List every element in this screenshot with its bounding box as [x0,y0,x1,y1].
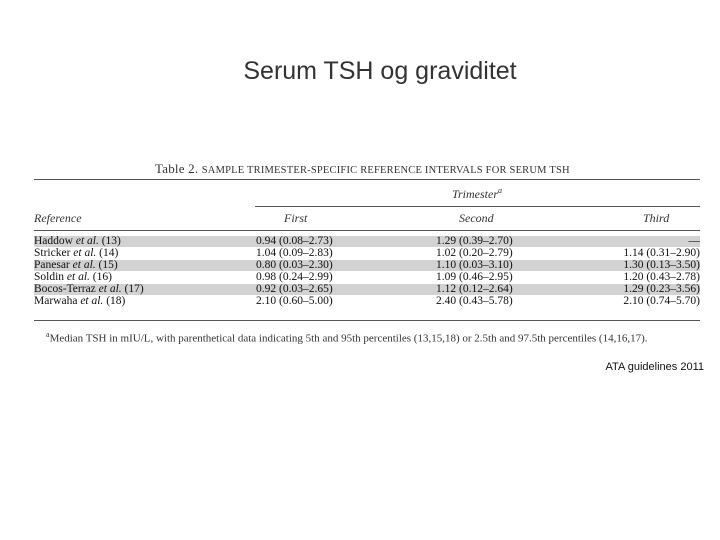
third-trimester-cell: 2.10 (0.74–5.70) [623,295,700,307]
footnote-text: Median TSH in mIU/L, with parenthetical data indicating 5th and 95th percentiles (13,15,18) or 2.5th and 97.5th percentiles (14,16,17). [49,332,648,345]
second-trimester-cell: 2.40 (0.43–5.78) [436,295,513,307]
column-header-first: First [284,211,308,225]
first-trimester-cell: 2.10 (0.60–5.00) [256,295,333,307]
first-trimester-cell: 1.04 (0.09–2.83) [256,247,333,259]
table-row [34,236,700,247]
second-trimester-cell: 1.02 (0.20–2.79) [436,247,513,259]
table-row [34,272,700,283]
second-trimester-cell: 1.29 (0.39–2.70) [436,235,513,247]
first-trimester-cell: 0.92 (0.03–2.65) [256,283,333,295]
table-row [34,296,700,307]
first-trimester-cell: 0.98 (0.24–2.99) [256,271,333,283]
table-bottom-rule [34,320,700,321]
trimester-group-header: Trimester$^a$ [452,186,503,201]
reference-cell: Haddow et al. (13) [34,235,121,247]
second-trimester-cell: 1.09 (0.46–2.95) [436,271,513,283]
reference-cell: Bocos-Terraz et al. (17) [34,283,144,295]
first-trimester-cell: 0.80 (0.03–2.30) [256,259,333,271]
reference-cell: Stricker et al. (14) [34,247,119,259]
reference-cell: Marwaha et al. (18) [34,295,126,307]
trimester-group-rule [255,206,700,207]
column-header-third: Third [643,211,670,225]
table-caption-number: Table 2. [155,161,199,176]
table-row [34,260,700,271]
reference-cell: Panesar et al. (15) [34,259,118,271]
slide-title: Serum TSH og graviditet [243,57,517,85]
third-trimester-cell: 1.14 (0.31–2.90) [623,247,700,259]
third-trimester-cell: 1.20 (0.43–2.78) [623,271,700,283]
table-footnote [46,330,648,345]
column-header-second: Second [459,211,494,225]
table-caption-text: SAMPLE TRIMESTER-SPECIFIC REFERENCE INTERVALS FOR SERUM TSH [201,165,570,176]
header-bottom-rule [34,230,700,231]
footnote-marker: a [46,330,50,339]
source-citation: ATA guidelines 2011 [605,361,704,373]
table-row [34,248,700,259]
second-trimester-cell: 1.12 (0.12–2.64) [436,283,513,295]
table-top-rule [34,179,700,180]
third-trimester-cell: — [688,235,700,247]
table-row [34,284,700,295]
second-trimester-cell: 1.10 (0.03–3.10) [436,259,513,271]
table-caption [155,161,570,177]
third-trimester-cell: 1.30 (0.13–3.50) [623,259,700,271]
column-header-reference: Reference [34,211,82,225]
third-trimester-cell: 1.29 (0.23–3.56) [623,283,700,295]
reference-cell: Soldin et al. (16) [34,271,112,283]
first-trimester-cell: 0.94 (0.08–2.73) [256,235,333,247]
